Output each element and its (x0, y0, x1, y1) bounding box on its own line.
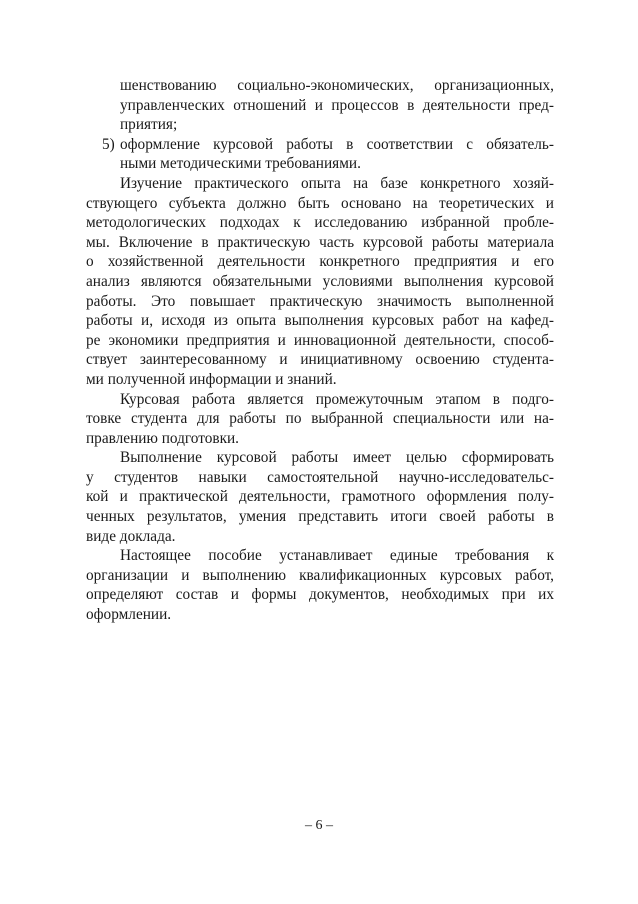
paragraph-intermediate-stage (86, 390, 554, 449)
text-line: Курсовая работа является промежуточным этапом в подго- (120, 390, 554, 408)
text-line: Изучение практического опыта на базе конкретного хозяй- (120, 174, 554, 192)
text-line: Выполнение курсовой работы имеет целью сформировать (120, 449, 554, 467)
page-body (86, 76, 554, 625)
list-item-text: оформление курсовой работы в соответствии с обязатель- (120, 135, 554, 153)
text-line: ными методическими требованиями. (120, 155, 361, 173)
text-line: о хозяйственной деятельности конкретного предприятия и его (86, 253, 554, 271)
text-line: ми полученной информации и знаний. (86, 370, 337, 388)
text-line: работы и, исходя из опыта выполнения курсовых работ на кафед- (86, 312, 554, 330)
text-line: Настоящее пособие устанавливает единые требования к (120, 547, 554, 565)
text-line: оформлении. (86, 606, 172, 624)
text-line (86, 135, 554, 155)
text-line: кой и практической деятельности, грамотного оформления полу- (86, 488, 554, 506)
paragraph-goal (86, 448, 554, 546)
text-line: ре экономики предприятия и инновационной деятельности, способ- (86, 331, 554, 349)
text-line: ченных результатов, умения представить итоги своей работы в (86, 508, 554, 526)
list-continuation (86, 76, 554, 135)
text-line: товке студента для работы по выбранной специальности или на- (86, 410, 554, 428)
text-line: работы. Это повышает практическую значимость выполненной (86, 292, 554, 310)
text-line: виде доклада. (86, 527, 176, 545)
text-line: у студентов навыки самостоятельной научно-исследовательс- (86, 468, 554, 486)
text-line: методологических подходах к исследованию избранной пробле- (86, 214, 554, 232)
text-line: правлению подготовки. (86, 429, 240, 447)
text-line: определяют состав и формы документов, необходимых при их (86, 586, 554, 604)
list-item-number: 5) (102, 135, 115, 153)
page-number: – 6 – (305, 818, 333, 833)
text-line: организации и выполнению квалификационных курсовых работ, (86, 566, 554, 584)
text-line: ствующего субъекта должно быть основано на теоретических и (86, 194, 554, 212)
text-line: шенствованию социально-экономических, организационных, (120, 77, 554, 94)
list-item-5 (86, 135, 554, 174)
text-line: анализ являются обязательными условиями выполнения курсовой (86, 272, 554, 290)
text-line: управленческих отношений и процессов в деятельности пред- (120, 96, 554, 114)
paragraph-requirements (86, 546, 554, 624)
text-line: приятия; (120, 116, 178, 134)
text-line: ствует заинтересованному и инициативному освоению студента- (86, 351, 554, 369)
paragraph-practical-experience (86, 174, 554, 390)
text-line: мы. Включение в практическую часть курсовой работы материала (86, 233, 554, 251)
